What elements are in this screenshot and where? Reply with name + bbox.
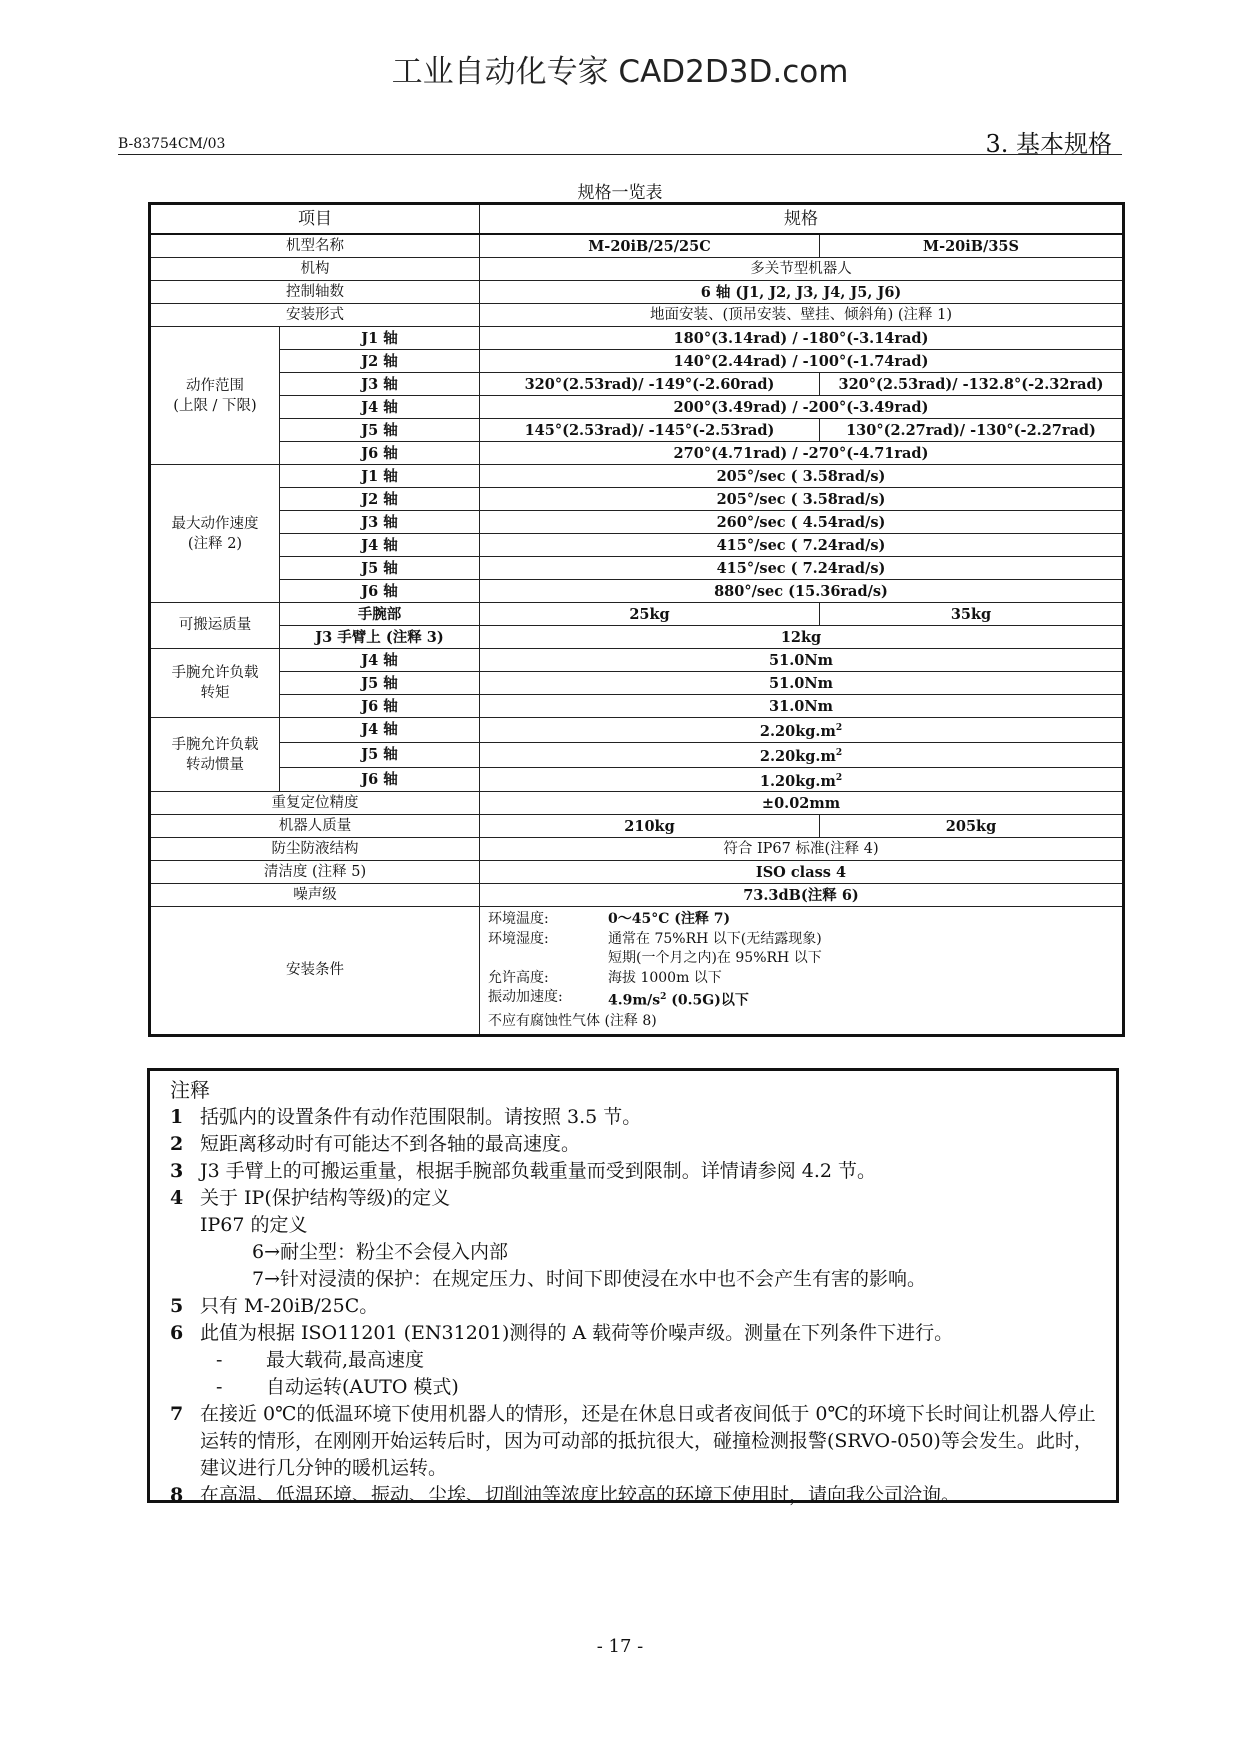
row-label: 机器人质量 — [150, 815, 480, 838]
condition-value: 通常在 75%RH 以下(无结露现象) — [608, 930, 822, 947]
table-row — [150, 350, 1124, 373]
row-value: 73.3dB(注释 6) — [480, 884, 1124, 907]
group-label-payload: 可搬运质量 — [150, 603, 280, 649]
axis-value: 51.0Nm — [480, 649, 1124, 672]
table-row — [150, 281, 1124, 304]
note-text: 关于 IP(保护结构等级)的定义 — [200, 1187, 451, 1209]
axis-value-a: 320°(2.53rad)/ -149°(-2.60rad) — [480, 373, 820, 396]
axis-value-b: 35kg — [820, 603, 1124, 626]
note-number: 2 — [170, 1133, 184, 1155]
table-row — [150, 742, 1124, 767]
dash-glyph: - — [216, 1376, 223, 1398]
table-caption: 规格一览表 — [577, 183, 663, 203]
axis-value-b: 130°(2.27rad)/ -130°(-2.27rad) — [820, 419, 1124, 442]
row-label: 噪声级 — [150, 884, 480, 907]
inertia-unit: kg.m — [795, 772, 836, 790]
group-label-range — [150, 327, 280, 465]
note-subtext: 最大载荷,最高速度 — [266, 1349, 425, 1371]
condition-key: 允许高度: — [488, 969, 549, 986]
condition-humidity — [488, 930, 1114, 969]
note-number: 7 — [170, 1403, 184, 1425]
row-value: 地面安装、(顶吊安装、壁挂、倾斜角) (注释 1) — [480, 304, 1124, 327]
inertia-number: 1.20 — [759, 772, 796, 790]
axis-label: J2 轴 — [280, 350, 480, 373]
note-bullet — [170, 1374, 1096, 1401]
axis-label: J6 轴 — [280, 580, 480, 603]
note-number: 5 — [170, 1295, 184, 1317]
axis-value — [480, 718, 1124, 743]
table-row — [150, 884, 1124, 907]
axis-value: 260°/sec ( 4.54rad/s) — [480, 511, 1124, 534]
row-value: ISO class 4 — [480, 861, 1124, 884]
inertia-unit: kg.m — [795, 722, 836, 740]
table-row — [150, 626, 1124, 649]
table-row — [150, 603, 1124, 626]
condition-value: 短期(一个月之内)在 95%RH 以下 — [608, 950, 822, 967]
note-text: 在接近 0℃的低温环境下使用机器人的情形，还是在休息日或者夜间低于 0℃的环境下长时间让机器人停止运转的情形，在刚刚开始运转后时，因为可动部的抵抗很大，碰撞检测报警(SRVO-050)等会发生。此时，建议进行几分钟的暖机运转。 — [200, 1403, 1096, 1479]
axis-label: J5 轴 — [280, 557, 480, 580]
axis-label: J1 轴 — [280, 327, 480, 350]
table-row — [150, 442, 1124, 465]
note-number: 3 — [170, 1160, 184, 1182]
axis-label: J4 轴 — [280, 396, 480, 419]
table-row — [150, 695, 1124, 718]
row-label: 清洁度 (注释 5) — [150, 861, 480, 884]
condition-value: 0～45°C (注释 7) — [608, 911, 731, 928]
axis-label: J6 轴 — [280, 767, 480, 792]
axis-value: 880°/sec (15.36rad/s) — [480, 580, 1124, 603]
group-label-line: 手腕允许负载 — [171, 736, 259, 753]
inertia-unit-sup: 2 — [835, 772, 843, 783]
group-label-line: 动作范围 — [186, 377, 244, 394]
note-number: 4 — [170, 1187, 184, 1209]
page-number: - 17 - — [596, 1636, 644, 1657]
row-value: 6 轴 (J1, J2, J3, J4, J5, J6) — [480, 281, 1124, 304]
note-text: J3 手臂上的可搬运重量，根据手腕部负载重量而受到限制。详情请参阅 4.2 节。 — [200, 1160, 877, 1182]
note-item — [170, 1185, 1096, 1212]
watermark: 工业自动化专家 CAD2D3D.com — [391, 54, 849, 90]
axis-label: J2 轴 — [280, 488, 480, 511]
axis-value: 51.0Nm — [480, 672, 1124, 695]
note-subtext: 自动运转(AUTO 模式) — [266, 1376, 459, 1398]
axis-value: 270°(4.71rad) / -270°(-4.71rad) — [480, 442, 1124, 465]
note-number: 6 — [170, 1322, 184, 1344]
row-label: 控制轴数 — [150, 281, 480, 304]
axis-label: J3 轴 — [280, 511, 480, 534]
condition-value: 海拔 1000m 以下 — [608, 969, 722, 986]
table-row — [150, 815, 1124, 838]
table-row — [150, 861, 1124, 884]
axis-label: J4 轴 — [280, 534, 480, 557]
row-label: 重复定位精度 — [150, 792, 480, 815]
row-label: 安装形式 — [150, 304, 480, 327]
table-row — [150, 907, 1124, 1036]
axis-value: 415°/sec ( 7.24rad/s) — [480, 534, 1124, 557]
model-b: M-20iB/35S — [820, 234, 1124, 258]
note-subtext: 7→针对浸渍的保护：在规定压力、时间下即使浸在水中也不会产生有害的影响。 — [252, 1268, 927, 1290]
group-label-line: (上限 / 下限) — [173, 397, 257, 414]
axis-label: J4 轴 — [280, 649, 480, 672]
axis-label: J5 轴 — [280, 419, 480, 442]
note-item — [170, 1293, 1096, 1320]
note-item — [170, 1320, 1096, 1347]
note-item — [170, 1401, 1096, 1482]
condition-value — [608, 988, 1114, 1011]
table-row — [150, 258, 1124, 281]
note-item — [170, 1158, 1096, 1185]
note-text: 在高温、低温环境、振动、尘埃、切削油等浓度比较高的环境下使用时，请向我公司洽询。 — [200, 1484, 961, 1506]
table-row — [150, 327, 1124, 350]
row-value-a: 210kg — [480, 815, 820, 838]
axis-label: J3 手臂上 (注释 3) — [280, 626, 480, 649]
table-row — [150, 534, 1124, 557]
section-title: 3. 基本规格 — [985, 130, 1112, 158]
axis-label: J1 轴 — [280, 465, 480, 488]
axis-value-a: 145°(2.53rad)/ -145°(-2.53rad) — [480, 419, 820, 442]
note-item — [170, 1104, 1096, 1131]
row-label: 机构 — [150, 258, 480, 281]
axis-value: 205°/sec ( 3.58rad/s) — [480, 488, 1124, 511]
axis-label: J6 轴 — [280, 442, 480, 465]
spec-table — [148, 202, 1125, 1037]
condition-key: 环境温度: — [488, 911, 549, 928]
row-label: 安装条件 — [150, 907, 480, 1036]
table-row — [150, 304, 1124, 327]
model-a: M-20iB/25/25C — [480, 234, 820, 258]
inertia-unit-sup: 2 — [835, 747, 843, 758]
table-row — [150, 792, 1124, 815]
axis-value — [480, 767, 1124, 792]
note-text: 括弧内的设置条件有动作范围限制。请按照 3.5 节。 — [200, 1106, 642, 1128]
note-item — [170, 1131, 1096, 1158]
inertia-number: 2.20 — [759, 747, 796, 765]
note-number: 1 — [170, 1106, 184, 1128]
axis-value: 415°/sec ( 7.24rad/s) — [480, 557, 1124, 580]
group-label-line: 转矩 — [200, 685, 230, 701]
group-label-line: 最大动作速度 — [171, 515, 259, 532]
header-rule — [118, 154, 1122, 155]
axis-value: 180°(3.14rad) / -180°(-3.14rad) — [480, 327, 1124, 350]
axis-label: J4 轴 — [280, 718, 480, 743]
axis-label: 手腕部 — [280, 603, 480, 626]
row-value: 符合 IP67 标准(注释 4) — [480, 838, 1124, 861]
table-row — [150, 488, 1124, 511]
axis-label: J5 轴 — [280, 742, 480, 767]
table-row — [150, 373, 1124, 396]
table-row — [150, 234, 1124, 258]
group-label-speed — [150, 465, 280, 603]
axis-value-b: 320°(2.53rad)/ -132.8°(-2.32rad) — [820, 373, 1124, 396]
note-bullet — [170, 1347, 1096, 1374]
note-item — [170, 1482, 1096, 1509]
table-row — [150, 767, 1124, 792]
table-row — [150, 419, 1124, 442]
col-header-item: 项目 — [150, 204, 480, 235]
condition-temp — [488, 910, 1114, 930]
table-row — [150, 838, 1124, 861]
condition-altitude — [488, 969, 1114, 989]
install-conditions — [480, 907, 1124, 1036]
vib-sup: 2 — [660, 992, 667, 1003]
table-row — [150, 557, 1124, 580]
row-label: 机型名称 — [150, 234, 480, 258]
table-row — [150, 672, 1124, 695]
note-text: 只有 M-20iB/25C。 — [200, 1295, 379, 1317]
note-text: 短距离移动时有可能达不到各轴的最高速度。 — [200, 1133, 581, 1155]
row-value-b: 205kg — [820, 815, 1124, 838]
notes-title: 注释 — [170, 1078, 210, 1102]
table-row — [150, 580, 1124, 603]
table-row — [150, 396, 1124, 419]
condition-gas: 不应有腐蚀性气体 (注释 8) — [488, 1012, 657, 1029]
table-row — [150, 718, 1124, 743]
group-label-torque — [150, 649, 280, 718]
axis-label: J6 轴 — [280, 695, 480, 718]
table-row — [150, 649, 1124, 672]
group-label-line: (注释 2) — [187, 535, 243, 552]
axis-value — [480, 742, 1124, 767]
axis-label: J5 轴 — [280, 672, 480, 695]
group-label-line: 手腕允许负载 — [171, 665, 259, 681]
axis-value: 31.0Nm — [480, 695, 1124, 718]
note-text: 此值为根据 ISO11201 (EN31201)测得的 A 载荷等价噪声级。测量在下列条件下进行。 — [200, 1322, 954, 1344]
axis-value: 140°(2.44rad) / -100°(-1.74rad) — [480, 350, 1124, 373]
note-subtext: IP67 的定义 — [200, 1214, 308, 1236]
row-value: ±0.02mm — [480, 792, 1124, 815]
inertia-unit-sup: 2 — [835, 723, 843, 733]
axis-value-a: 25kg — [480, 603, 820, 626]
row-value: 多关节型机器人 — [480, 258, 1124, 281]
note-subtext: 6→耐尘型：粉尘不会侵入内部 — [252, 1241, 509, 1263]
inertia-number: 2.20 — [759, 722, 796, 740]
table-row — [150, 511, 1124, 534]
document-number: B-83754CM/03 — [118, 136, 226, 152]
vib-value: 4.9m/s — [608, 993, 661, 1010]
row-label: 防尘防液结构 — [150, 838, 480, 861]
axis-label: J3 轴 — [280, 373, 480, 396]
group-label-inertia — [150, 718, 280, 792]
axis-value: 205°/sec ( 3.58rad/s) — [480, 465, 1124, 488]
condition-key: 环境湿度: — [488, 930, 549, 947]
axis-value: 200°(3.49rad) / -200°(-3.49rad) — [480, 396, 1124, 419]
dash-glyph: - — [216, 1349, 223, 1371]
group-label-line: 转动惯量 — [186, 756, 244, 773]
axis-value: 12kg — [480, 626, 1124, 649]
table-row — [150, 465, 1124, 488]
col-header-spec: 规格 — [480, 204, 1124, 235]
condition-key: 振动加速度: — [488, 989, 563, 1006]
table-header-row — [150, 204, 1124, 235]
notes-box — [147, 1068, 1119, 1506]
vib-value-2: (0.5G)以下 — [666, 993, 749, 1010]
inertia-unit: kg.m — [795, 747, 836, 765]
condition-vibration — [488, 988, 1114, 1011]
note-number: 8 — [170, 1484, 184, 1506]
